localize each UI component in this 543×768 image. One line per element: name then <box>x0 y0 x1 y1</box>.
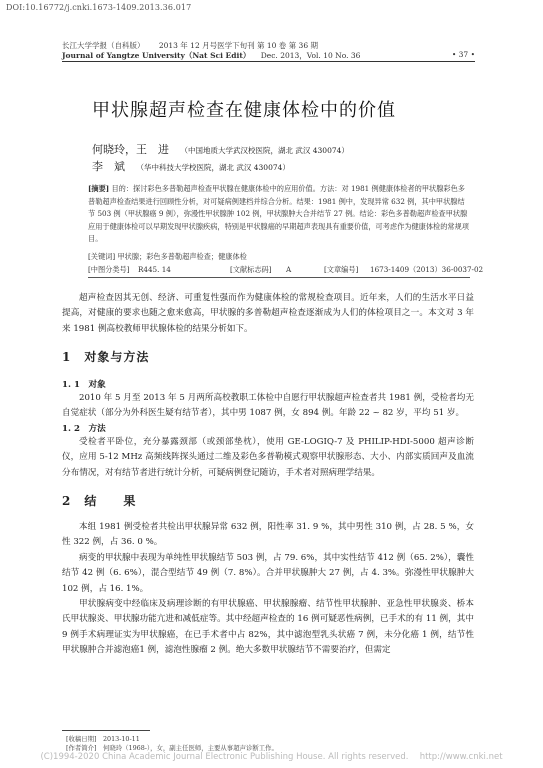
authors-2: 李 斌 <box>92 160 125 173</box>
affiliation-2: （华中科技大学校医院，湖北 武汉 430074） <box>136 163 290 172</box>
subsection-1-1-paragraph <box>62 391 474 422</box>
footnote-rule <box>62 730 150 731</box>
doc-value: A <box>286 265 292 274</box>
subsection-1-2-text: 受检者平卧位，充分暴露颈部（或颈部垫枕），使用 GE-LOGIQ-7 及 PHILIP-HDI-5000 超声诊断仪，应用 5-12 MHz 高频线阵探头通过二维及彩色多普勒模式观察甲状腺形态、大小、内部实质回声及血流分布情况，对有结节者进行统计分析，可疑病例登记随访，手术者对照病理学结果。 <box>62 437 474 478</box>
results-paragraphs <box>62 520 474 659</box>
art-label: [文章编号] <box>324 265 359 274</box>
results-paragraph-1: 本组 1981 例受检者共检出甲状腺异常 632 例，阳性率 31. 9 %，其中男性 310 例，占 28. 5 %，女性 322 例，占 36. 0 %。 <box>62 522 474 548</box>
results-paragraph-3: 甲状腺病变中经临床及病理诊断的有甲状腺癌、甲状腺腺瘤、结节性甲状腺肿、亚急性甲状腺炎、桥本氏甲状腺炎、甲状腺功能亢进和减低症等。其中经超声检查的 16 例可疑恶性病例，已手术的有 11 例，其中 9 例手术病理证实为甲状腺癌，在已手术者中占 82%，其中滤泡型乳头状癌 7 例，未分化癌 1 例，结节性甲状腺肿合并滤泡癌1 例，滤泡性腺瘤 2 例。绝大多数甲状腺结节不需要治疗，但需定 <box>62 599 474 656</box>
keywords-label: [关键词] <box>88 252 116 261</box>
author-line-2 <box>92 158 290 174</box>
cls-value: R445. 14 <box>138 265 171 274</box>
journal-name-en: Journal of Yangtze University（Nat Sci Edit） <box>62 51 251 60</box>
doi-line: DOI:10.16772/j.cnki.1673-1409.2013.36.017 <box>6 3 192 12</box>
affiliation-1: （中国地质大学武汉校医院，湖北 武汉 430074） <box>180 146 349 155</box>
abstract-rule <box>88 277 470 278</box>
subsection-1-1-text: 2010 年 5 月至 2013 年 5 月两所高校教职工体检中自愿行甲状腺超声检查者共 1981 例，受检者均无自觉症状（部分为外科医生疑有结节者），其中男 1087 例，女 894 例。年龄 22 ~ 82 岁，平均 51 岁。 <box>62 393 474 419</box>
intro-text: 超声检查因其无创、经济、可重复性强而作为健康体检的常规检查项目。近年来，人们的生活水平日益提高，对健康的要求也随之愈来愈高，甲状腺的多普勒超声检查逐渐成为人们的体检项目之一。本文对 3 年来 1981 例高校教师甲状腺体检的结果分析如下。 <box>62 293 474 334</box>
subsection-1-1-heading: 1. 1 对象 <box>62 380 106 390</box>
copyright-watermark: (C)1994-2020 China Academic Journal Electronic Publishing House. All rights reserved. http://www.cnki.net <box>40 752 503 762</box>
keywords-value: 甲状腺；彩色多普勒超声检查；健康体检 <box>117 252 247 261</box>
section-1-heading: 1 对象与方法 <box>62 350 150 364</box>
abstract-text: 目的：探讨彩色多普勒超声检查甲状腺在健康体检中的应用价值。方法：对 1981 例健康体检者的甲状腺彩色多普勒超声检查结果进行回顾性分析，对可疑病例建档并综合分析。结果：1981 例中，发现异常 632 例，其中甲状腺结节 503 例（甲状腺癌 9 例），弥漫性甲状腺肿 102 例，甲状腺肿大合并结节 27 例。结论：彩色多普勒超声检查甲状腺应用于健康体检可以早期发现甲状腺疾病，特别是甲状腺癌的早期超声表现具有重要价值，可考虑作为健康体检的常规项目。 <box>88 184 469 244</box>
doc-label: [文献标志码] <box>230 265 272 274</box>
art-value: 1673-1409（2013）36-0037-02 <box>370 265 484 274</box>
footnote-author-bio: [作者简介] 何晓玲（1968-），女，副主任医师，主要从事超声诊断工作。 <box>66 744 278 752</box>
results-paragraph-2: 病变的甲状腺中表现为单纯性甲状腺结节 503 例，占 79. 6%，其中实性结节 412 例（65. 2%），囊性结节 42 例（6. 6%），混合型结节 49 例（7. 8%）。合并甲状腺肿大 27 例，占 4. 3%。弥漫性甲状腺肿大102 例，占 16. 1%。 <box>62 552 474 594</box>
abstract <box>88 183 470 246</box>
author-line-1 <box>92 141 349 157</box>
intro-paragraph <box>62 291 474 337</box>
subsection-1-2-heading: 1. 2 方法 <box>62 424 106 434</box>
section-2-heading: 2 结 果 <box>62 494 137 508</box>
issue-info-en: Dec. 2013，Vol. 10 No. 36 <box>260 51 361 60</box>
running-header-en <box>62 50 360 61</box>
keywords-line <box>88 252 247 262</box>
abstract-label: [摘要] <box>88 184 110 193</box>
footnote-received: [收稿日期] 2013-10-11 <box>66 735 140 743</box>
cls-label: [中图分类号] <box>88 265 130 274</box>
authors-1: 何晓玲，王 进 <box>92 143 169 156</box>
subsection-1-2-paragraph <box>62 435 474 481</box>
page-number: • 37 • <box>451 50 475 59</box>
header-rule <box>62 61 475 62</box>
article-title: 甲状腺超声检查在健康体检中的价值 <box>92 100 396 121</box>
issue-info-cn: 2013 年 12 月号医学下旬刊 第 10 卷 第 36 期 <box>158 41 318 50</box>
journal-name-cn: 长江大学学报（自科版） <box>62 41 145 50</box>
